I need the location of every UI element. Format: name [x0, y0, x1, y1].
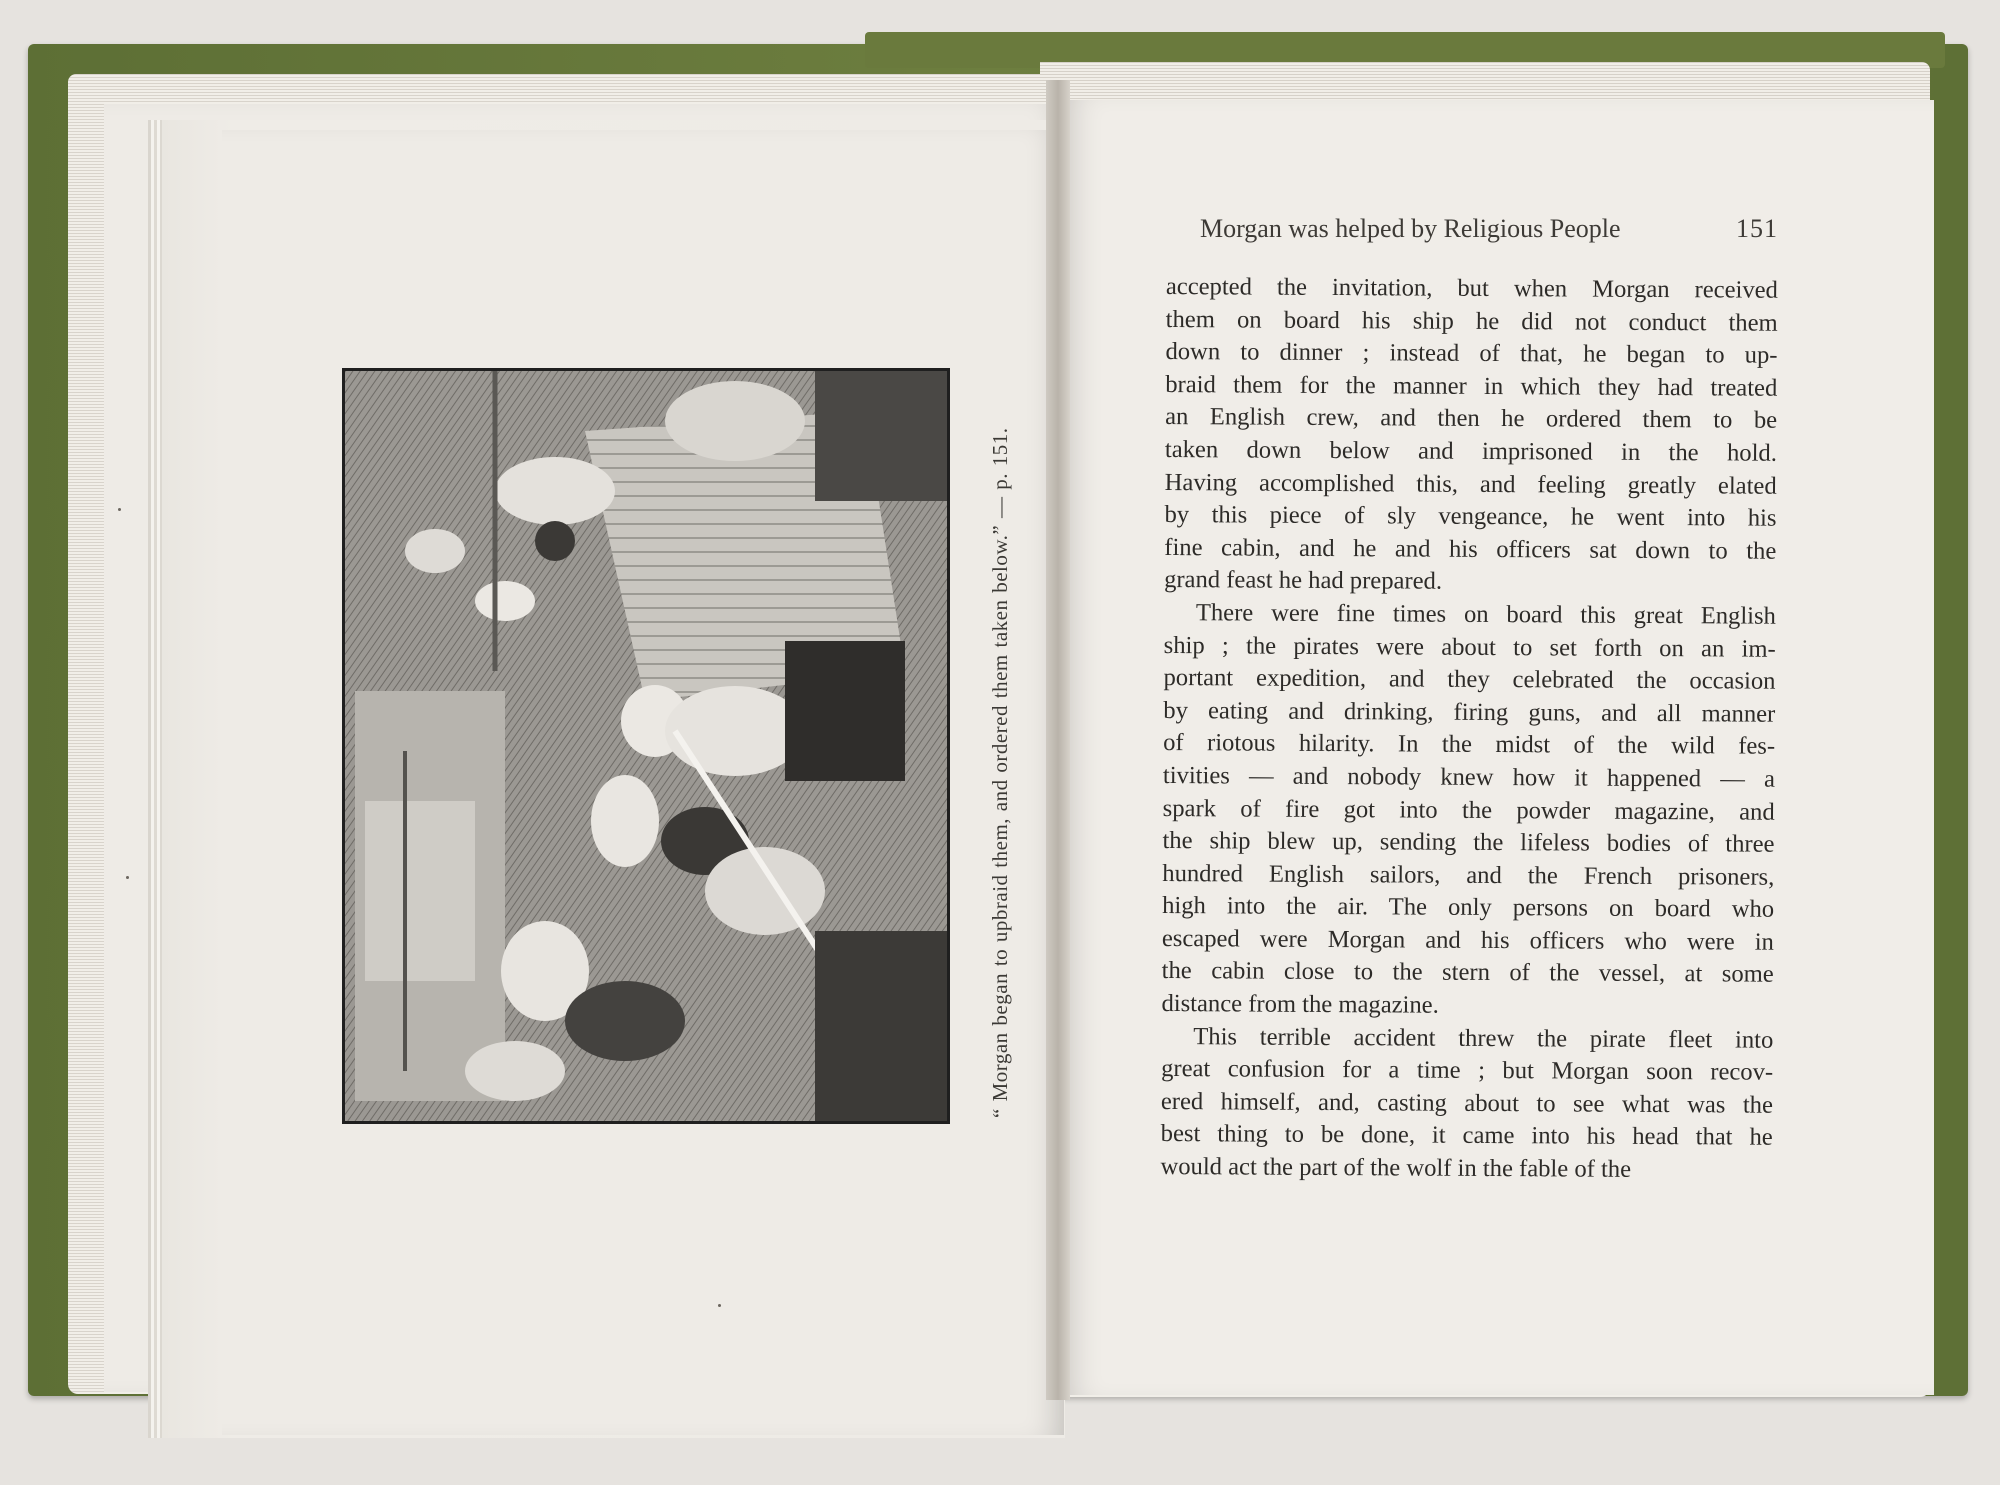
text-line: ered himself, and, casting about to see what was the — [1160, 1087, 1773, 1119]
text-line: best thing to be done, it came into his head that he — [1160, 1120, 1773, 1152]
text-line: of riotous hilarity. In the midst of the wild fes- — [1163, 729, 1776, 761]
paper-speck — [126, 876, 129, 879]
text-line: high into the air. The only persons on board who — [1162, 892, 1775, 924]
text-line: accepted the invitation, but when Morgan received — [1165, 272, 1778, 304]
paragraph — [1160, 1021, 1773, 1188]
text-line: the cabin close to the stern of the vessel, at some — [1161, 957, 1774, 989]
text-line: taken down below and imprisoned in the hold. — [1164, 435, 1777, 467]
paper-speck — [718, 1304, 721, 1307]
text-line: portant expedition, and they celebrated the occasion — [1163, 664, 1776, 695]
text-line: them on board his ship he did not conduct them — [1165, 305, 1778, 337]
engraving-drawing — [345, 371, 947, 1121]
text-line: great confusion for a time ; but Morgan soon recov- — [1161, 1055, 1774, 1086]
text-line: grand feast he had prepared. — [1164, 566, 1443, 596]
text-line: by eating and drinking, firing guns, and all manner — [1163, 696, 1776, 728]
text-line: an English crew, and then he ordered them to be — [1165, 403, 1778, 435]
illustration-caption: “ Morgan began to upbraid them, and ordered them taken below.” — p. 151. — [988, 427, 1012, 1118]
text-line: There were fine times on board this great English — [1195, 599, 1776, 630]
text-line: Having accomplished this, and feeling greatly elated — [1164, 468, 1777, 500]
text-line: distance from the magazine. — [1161, 990, 1439, 1019]
text-line: spark of fire got into the powder magazine, and — [1162, 794, 1775, 826]
paragraph — [1164, 271, 1778, 601]
text-line: ship ; the pirates were about to set forth on an im- — [1163, 631, 1776, 663]
text-line: fine cabin, and he and his officers sat down to the — [1164, 533, 1777, 565]
text-line: by this piece of sly vengeance, he went into his — [1164, 501, 1777, 532]
text-line: escaped were Morgan and his officers who were in — [1161, 924, 1774, 956]
text-line: tivities — and nobody knew how it happened — a — [1162, 761, 1775, 793]
engraving-illustration — [342, 368, 950, 1124]
book-gutter — [1046, 80, 1070, 1400]
text-line: This terrible accident threw the pirate fleet into — [1193, 1022, 1774, 1054]
text-line: down to dinner ; instead of that, he began to up- — [1165, 338, 1778, 369]
running-head — [1200, 214, 1778, 244]
text-line: braid them for the manner in which they had treated — [1165, 370, 1778, 402]
chapter-title: Morgan was helped by Religious People — [1200, 214, 1621, 243]
text-line: the ship blew up, sending the lifeless bodies of three — [1162, 827, 1775, 858]
paper-speck — [118, 508, 121, 511]
text-line: would act the part of the wolf in the fable of the — [1160, 1153, 1632, 1183]
paragraph — [1161, 597, 1776, 1024]
text-line: hundred English sailors, and the French prisoners, — [1162, 859, 1775, 891]
page-body-text — [1160, 271, 1778, 1187]
page-number: 151 — [1736, 214, 1778, 243]
